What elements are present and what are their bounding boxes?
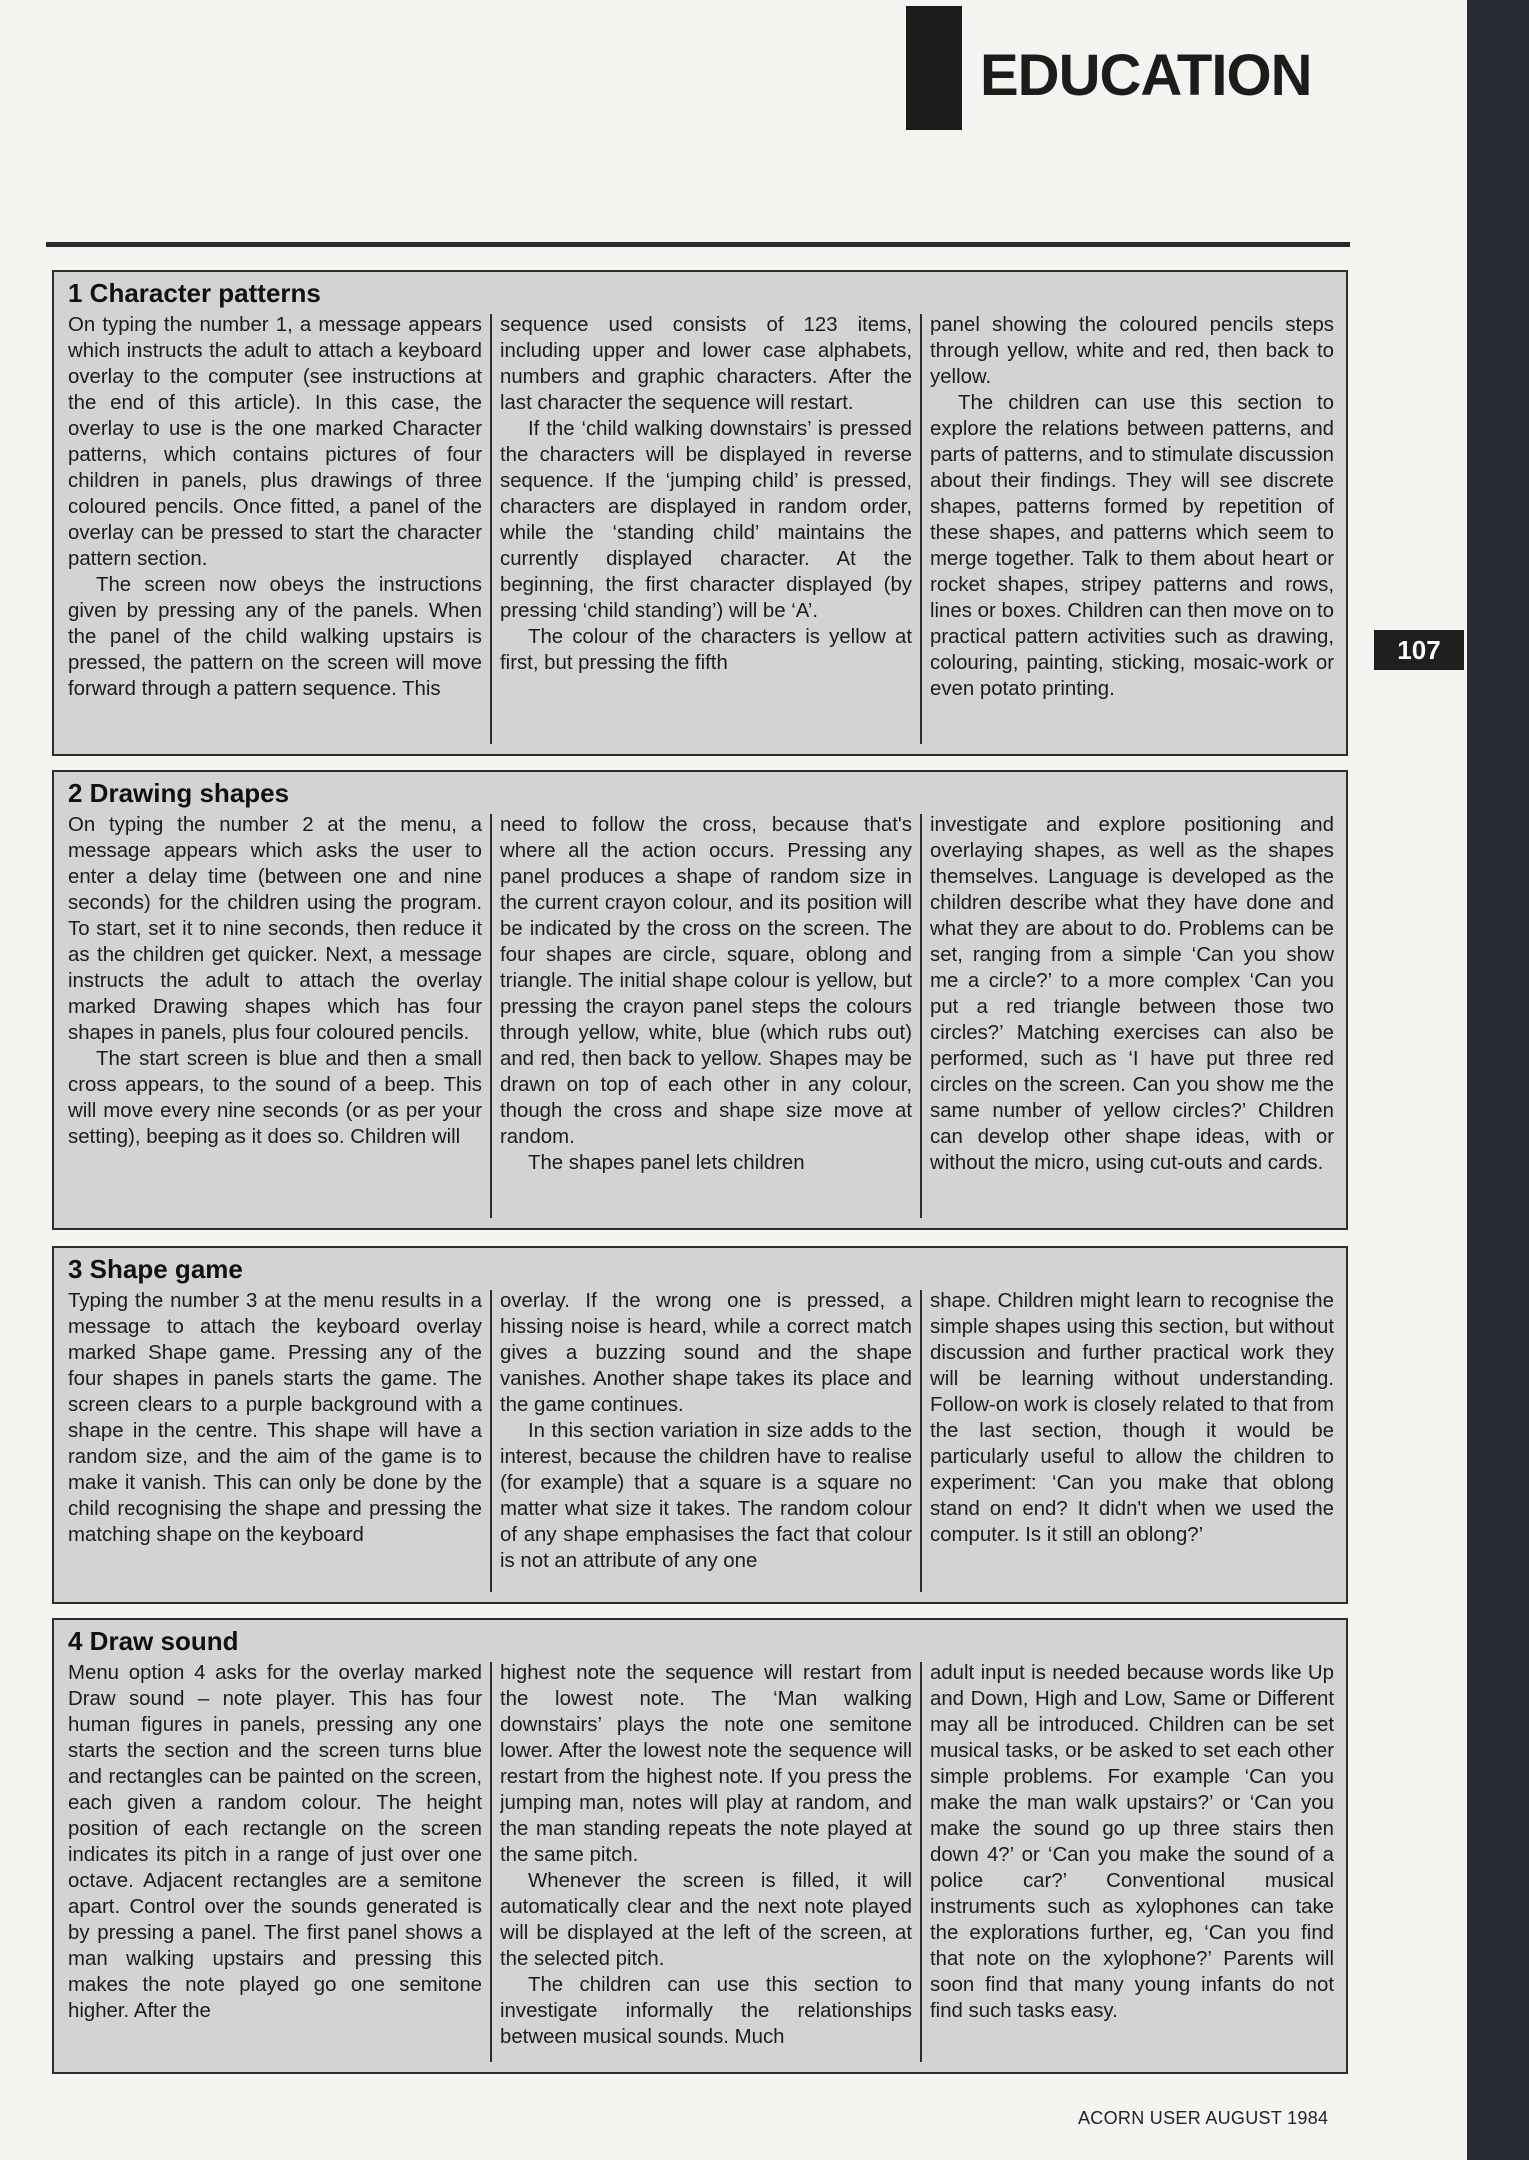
paragraph: The shapes panel lets children [528,1152,805,1174]
column-divider [920,1662,922,2062]
section-title: 1 Character patterns [68,278,321,308]
column-divider [920,314,922,744]
column-divider [490,1290,492,1592]
section-title: 4 Draw sound [68,1626,239,1656]
paragraph: On typing the number 2 at the menu, a message appears which asks the user to enter a delay time (between one and nine seconds) for the children using the program. To start, set it to nine seconds, then reduce it as the children get quicker. Next, a message instructs the adult to attach the overlay marked Drawing shapes which has four shapes in panels, plus four coloured pencils. [68,814,482,1044]
paragraph: investigate and explore positioning and overlaying shapes, as well as the shapes themselves. Language is developed as the children describe what they have done and what they are about to do. Problems can be set, ranging from a simple ‘Can you show me a circle?’ to a more complex ‘Can you put a red triangle between those two circles?’ Matching exercises can also be performed, such as ‘I have put three red circles on the screen. Can you show me the same number of yellow circles?’ Children can develop other shape ideas, with or without the micro, using cut-outs and cards. [930,814,1334,1174]
footer-credit: ACORN USER AUGUST 1984 [1078,2108,1329,2128]
section-drawing-shapes [52,770,1348,1230]
column-2 [500,1660,912,2066]
column-2 [500,1288,912,1596]
column-3 [930,812,1334,1222]
paragraph: shape. Children might learn to recognise the simple shapes using this section, but without discussion and further practical work they will be learning without understanding. Follow-on work is closely related to that from the last section, though it would be particularly useful to allow the children to experiment: ‘Can you make that oblong stand on end? It didn't when we used the computer. Is it still an oblong?’ [930,1290,1334,1546]
column-3 [930,312,1334,748]
paragraph: overlay. If the wrong one is pressed, a hissing noise is heard, while a correct match gives a buzzing sound and the shape vanishes. Another shape takes its place and the game continues. [500,1290,912,1416]
page-number: 107 [1374,630,1464,670]
section-title: 2 Drawing shapes [68,778,290,808]
section-title: 3 Shape game [68,1254,243,1284]
section-header-title: EDUCATION [980,43,1312,108]
paragraph: In this section variation in size adds to the interest, because the children have to realise (for example) that a square is a square no matter what size it takes. The random colour of any shape emphasises the fact that colour is not an attribute of any one [500,1420,912,1572]
section-shape-game [52,1246,1348,1604]
column-1 [68,1660,482,2066]
column-divider [490,1662,492,2062]
section-character-patterns [52,270,1348,756]
column-1 [68,312,482,748]
section-draw-sound [52,1618,1348,2074]
column-2 [500,812,912,1222]
paragraph: highest note the sequence will restart from the lowest note. The ‘Man walking downstairs’ plays the note one semitone lower. After the lowest note the sequence will restart from the highest note. If you press the jumping man, notes will play at random, and the man standing repeats the note played at the same pitch. [500,1662,912,1866]
paragraph: panel showing the coloured pencils steps through yellow, white and red, then back to yellow. [930,314,1334,388]
top-rule [46,242,1350,247]
column-2 [500,312,912,748]
paragraph: The start screen is blue and then a small cross appears, to the sound of a beep. This will move every nine seconds (or as per your setting), beeping as it does so. Children will [68,1048,482,1148]
column-3 [930,1288,1334,1596]
paragraph: Menu option 4 asks for the overlay marked Draw sound – note player. This has four human figures in panels, pressing any one starts the section and the screen turns blue and rectangles can be painted on the screen, each given a random colour. The height position of each rectangle on the screen indicates its pitch in a range of just over one octave. Adjacent rectangles are a semitone apart. Control over the sounds generated is by pressing a panel. The first panel shows a man walking upstairs and pressing this makes the note played go one semitone higher. After the [68,1662,482,2022]
column-1 [68,1288,482,1596]
column-3 [930,1660,1334,2066]
header-bar [906,6,962,130]
column-divider [490,314,492,744]
paragraph: The colour of the characters is yellow at first, but pressing the fifth [500,626,912,674]
paragraph: adult input is needed because words like Up and Down, High and Low, Same or Different may all be introduced. Children can be set musical tasks, or be asked to set each other simple problems. For example ‘Can you make the man walk upstairs?’ or ‘Can you make the sound go up three stairs then down 4?’ or ‘Can you make the sound of a police car?’ Conventional musical instruments such as xylophones can take the explorations further, eg, ‘Can you find that note on the xylophone?’ Parents will soon find that many young infants do not find such tasks easy. [930,1662,1334,2022]
column-divider [920,1290,922,1592]
page-edge [1467,0,1529,2160]
paragraph: need to follow the cross, because that's where all the action occurs. Pressing any panel produces a shape of random size in the current crayon colour, and its position will be indicated by the cross on the screen. The four shapes are circle, square, oblong and triangle. The initial shape colour is yellow, but pressing the crayon panel steps the colours through yellow, white, blue (which rubs out) and red, then back to yellow. Shapes may be drawn on top of each other in any colour, though the cross and shape size move at random. [500,814,912,1148]
column-divider [920,814,922,1218]
paragraph: Typing the number 3 at the menu results in a message to attach the keyboard overlay marked Shape game. Pressing any of the four shapes in panels starts the game. The screen clears to a purple background with a shape in the centre. This shape will have a random size, and the aim of the game is to make it vanish. This can only be done by the child recognising the shape and pressing the matching shape on the keyboard [68,1290,482,1546]
paragraph: On typing the number 1, a message appears which instructs the adult to attach a keyboard overlay to the computer (see instructions at the end of this article). In this case, the overlay to use is the one marked Character patterns, which contains pictures of four children in panels, plus drawings of three coloured pencils. Once fitted, a panel of the overlay can be pressed to start the character pattern section. [68,314,482,570]
column-1 [68,812,482,1222]
paragraph: sequence used consists of 123 items, including upper and lower case alphabets, numbers and graphic characters. After the last character the sequence will restart. [500,314,912,414]
paragraph: The screen now obeys the instructions given by pressing any of the panels. When the panel of the child walking upstairs is pressed, the pattern on the screen will move forward through a pattern sequence. This [68,574,482,700]
paragraph: The children can use this section to explore the relations between patterns, and parts of patterns, and to stimulate discussion about their findings. They will see discrete shapes, patterns formed by repetition of these shapes, and patterns which seem to merge together. Talk to them about heart or rocket shapes, stripey patterns and rows, lines or boxes. Children can then move on to practical pattern activities such as drawing, colouring, painting, sticking, mosaic-work or even potato printing. [930,392,1334,700]
paragraph: If the ‘child walking downstairs’ is pressed the characters will be displayed in reverse sequence. If the ‘jumping child’ is pressed, characters are displayed in random order, while the ‘standing child’ maintains the currently displayed character. At the beginning, the first character displayed (by pressing ‘child standing’) will be ‘A’. [500,418,912,622]
paragraph: Whenever the screen is filled, it will automatically clear and the next note played will be displayed at the left of the screen, at the selected pitch. [500,1870,912,1970]
paragraph: The children can use this section to investigate informally the relationships between musical sounds. Much [500,1974,912,2048]
column-divider [490,814,492,1218]
